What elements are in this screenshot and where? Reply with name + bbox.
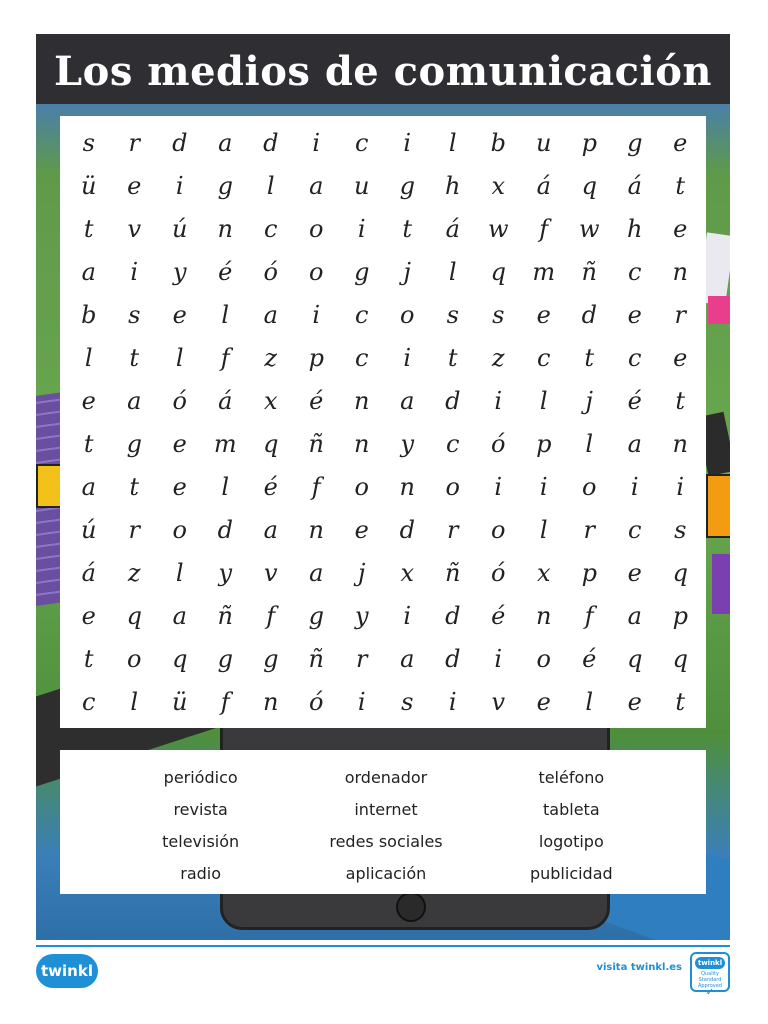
grid-letter[interactable]: v — [491, 688, 506, 716]
grid-letter[interactable]: y — [400, 430, 415, 458]
grid-letter[interactable]: d — [581, 301, 597, 329]
grid-letter[interactable]: d — [399, 516, 415, 544]
grid-letter[interactable]: d — [445, 645, 461, 673]
grid-letter[interactable]: m — [213, 430, 237, 458]
grid-letter[interactable]: n — [672, 258, 688, 286]
grid-letter[interactable]: o — [354, 473, 369, 501]
grid-letter[interactable]: j — [585, 387, 593, 415]
grid-letter[interactable]: p — [672, 602, 688, 630]
grid-letter[interactable]: ñ — [308, 430, 324, 458]
grid-letter[interactable]: q — [581, 172, 597, 200]
grid-letter[interactable]: i — [312, 301, 321, 329]
grid-letter[interactable]: q — [172, 645, 188, 673]
grid-letter[interactable]: c — [628, 516, 642, 544]
grid-letter[interactable]: s — [128, 301, 141, 329]
grid-letter[interactable]: t — [83, 430, 94, 458]
grid-letter[interactable]: ó — [263, 258, 278, 286]
grid-letter[interactable]: b — [81, 301, 97, 329]
grid-letter[interactable]: h — [627, 215, 643, 243]
grid-letter[interactable]: n — [217, 215, 233, 243]
grid-letter[interactable]: z — [127, 559, 141, 587]
grid-letter[interactable]: x — [400, 559, 415, 587]
grid-letter[interactable]: r — [128, 516, 140, 544]
grid-letter[interactable]: q — [263, 430, 279, 458]
grid-letter[interactable]: n — [263, 688, 279, 716]
grid-letter[interactable]: a — [627, 602, 642, 630]
grid-letter[interactable]: o — [536, 645, 551, 673]
grid-letter[interactable]: l — [221, 301, 230, 329]
grid-letter[interactable]: a — [400, 387, 415, 415]
grid-letter[interactable]: h — [445, 172, 461, 200]
grid-letter[interactable]: i — [494, 645, 503, 673]
grid-letter[interactable]: a — [263, 301, 278, 329]
grid-letter[interactable]: o — [127, 645, 142, 673]
grid-letter[interactable]: a — [172, 602, 187, 630]
grid-letter[interactable]: f — [539, 215, 549, 243]
word-list-item: tableta — [543, 800, 600, 819]
grid-letter[interactable]: t — [402, 215, 413, 243]
grid-letter[interactable]: z — [491, 344, 505, 372]
grid-letter[interactable]: l — [175, 344, 184, 372]
grid-letter[interactable]: d — [445, 387, 461, 415]
grid-letter[interactable]: q — [672, 645, 688, 673]
grid-letter[interactable]: x — [491, 172, 506, 200]
badge-title: twinkl — [695, 957, 725, 969]
grid-letter[interactable]: a — [81, 473, 96, 501]
word-list — [108, 762, 664, 890]
grid-letter[interactable]: q — [627, 645, 643, 673]
grid-letter[interactable]: y — [218, 559, 233, 587]
grid-letter[interactable]: l — [266, 172, 275, 200]
grid-letter[interactable]: á — [627, 172, 642, 200]
word-list-item: redes sociales — [329, 832, 443, 851]
grid-letter[interactable]: l — [448, 258, 457, 286]
grid-letter[interactable]: ú — [81, 516, 97, 544]
grid-letter[interactable]: u — [536, 129, 552, 157]
grid-letter[interactable]: ñ — [445, 559, 461, 587]
grid-letter[interactable]: e — [536, 301, 551, 329]
grid-letter[interactable]: r — [674, 301, 686, 329]
grid-letter[interactable]: d — [172, 129, 188, 157]
word-list-item: periódico — [163, 768, 238, 787]
grid-letter[interactable]: a — [627, 430, 642, 458]
grid-letter[interactable]: á — [81, 559, 96, 587]
grid-letter[interactable]: y — [172, 258, 187, 286]
grid-letter[interactable]: a — [127, 387, 142, 415]
grid-letter[interactable]: e — [536, 688, 551, 716]
grid-letter[interactable]: g — [263, 645, 279, 673]
grid-letter[interactable]: i — [130, 258, 139, 286]
grid-letter[interactable]: c — [264, 215, 278, 243]
grid-letter[interactable]: g — [354, 258, 370, 286]
grid-letter[interactable]: t — [675, 688, 686, 716]
grid-letter[interactable]: é — [218, 258, 233, 286]
grid-letter[interactable]: é — [309, 387, 324, 415]
grid-letter[interactable]: q — [490, 258, 506, 286]
grid-letter[interactable]: v — [127, 215, 142, 243]
grid-letter[interactable]: s — [674, 516, 687, 544]
grid-letter[interactable]: j — [358, 559, 366, 587]
grid-letter[interactable]: á — [218, 387, 233, 415]
twinkl-logo[interactable]: twinkl — [36, 954, 98, 988]
grid-letter[interactable]: w — [487, 215, 509, 243]
grid-letter[interactable]: i — [494, 387, 503, 415]
grid-letter[interactable]: c — [628, 258, 642, 286]
word-list-item: revista — [173, 800, 228, 819]
grid-letter[interactable]: l — [175, 559, 184, 587]
grid-letter[interactable]: p — [581, 559, 597, 587]
grid-letter[interactable]: g — [399, 172, 415, 200]
grid-letter[interactable]: c — [82, 688, 96, 716]
grid-letter[interactable]: t — [129, 473, 140, 501]
grid-letter[interactable]: f — [220, 688, 230, 716]
grid-letter[interactable]: e — [172, 430, 187, 458]
grid-letter[interactable]: c — [355, 344, 369, 372]
grid-letter[interactable]: i — [448, 688, 457, 716]
grid-letter[interactable]: c — [355, 129, 369, 157]
grid-letter[interactable]: c — [628, 344, 642, 372]
grid-letter[interactable]: l — [221, 473, 230, 501]
word-search-grid — [66, 122, 703, 724]
grid-letter[interactable]: x — [263, 387, 278, 415]
grid-letter[interactable]: a — [400, 645, 415, 673]
grid-letter[interactable]: ü — [81, 172, 97, 200]
quality-badge — [690, 952, 730, 998]
grid-letter[interactable]: w — [578, 215, 600, 243]
grid-letter[interactable]: b — [490, 129, 506, 157]
grid-letter[interactable]: ó — [491, 430, 506, 458]
tablet-home-button — [396, 892, 426, 922]
grid-letter[interactable]: f — [220, 344, 230, 372]
grid-letter[interactable]: o — [491, 516, 506, 544]
grid-letter[interactable]: a — [263, 516, 278, 544]
grid-letter[interactable]: u — [354, 172, 370, 200]
decorative-sign — [708, 296, 730, 324]
grid-letter[interactable]: l — [585, 688, 594, 716]
grid-letter[interactable]: g — [217, 172, 233, 200]
grid-letter[interactable]: i — [357, 688, 366, 716]
grid-letter[interactable]: d — [217, 516, 233, 544]
grid-letter[interactable]: l — [130, 688, 139, 716]
grid-letter[interactable]: i — [630, 473, 639, 501]
grid-letter[interactable]: á — [536, 172, 551, 200]
grid-letter[interactable]: e — [127, 172, 142, 200]
word-list-item: internet — [354, 800, 418, 819]
grid-letter[interactable]: n — [399, 473, 415, 501]
word-search-panel — [60, 116, 706, 728]
grid-letter[interactable]: f — [584, 602, 594, 630]
grid-letter[interactable]: n — [354, 430, 370, 458]
grid-letter[interactable]: t — [83, 645, 94, 673]
grid-letter[interactable]: y — [354, 602, 369, 630]
word-list-item: teléfono — [538, 768, 605, 787]
grid-letter[interactable]: e — [81, 387, 96, 415]
grid-letter[interactable]: p — [308, 344, 324, 372]
grid-letter[interactable]: o — [172, 516, 187, 544]
grid-letter[interactable]: r — [583, 516, 595, 544]
poster-background — [36, 34, 730, 940]
grid-letter[interactable]: n — [536, 602, 552, 630]
badge-subtitle: Quality Standard Approved — [698, 971, 722, 989]
grid-letter[interactable]: ú — [172, 215, 188, 243]
grid-letter[interactable]: i — [312, 129, 321, 157]
grid-letter[interactable]: ñ — [217, 602, 233, 630]
grid-letter[interactable]: é — [491, 602, 506, 630]
grid-letter[interactable]: g — [126, 430, 142, 458]
decorative-sign — [706, 474, 730, 538]
grid-letter[interactable]: i — [539, 473, 548, 501]
grid-letter[interactable]: i — [403, 602, 412, 630]
grid-letter[interactable]: r — [356, 645, 368, 673]
grid-letter[interactable]: l — [539, 516, 548, 544]
grid-letter[interactable]: a — [218, 129, 233, 157]
grid-letter[interactable]: é — [627, 387, 642, 415]
grid-letter[interactable]: p — [536, 430, 552, 458]
grid-letter[interactable]: e — [172, 301, 187, 329]
grid-letter[interactable]: r — [128, 129, 140, 157]
grid-letter[interactable]: t — [584, 344, 595, 372]
grid-letter[interactable]: r — [447, 516, 459, 544]
grid-letter[interactable]: d — [263, 129, 279, 157]
grid-letter[interactable]: j — [403, 258, 411, 286]
grid-letter[interactable]: n — [672, 430, 688, 458]
grid-letter[interactable]: t — [129, 344, 140, 372]
grid-letter[interactable]: g — [308, 602, 324, 630]
grid-letter[interactable]: o — [400, 301, 415, 329]
grid-letter[interactable]: a — [81, 258, 96, 286]
word-list-item: televisión — [162, 832, 240, 851]
grid-letter[interactable]: e — [81, 602, 96, 630]
grid-letter[interactable]: e — [673, 129, 688, 157]
word-list-item: ordenador — [344, 768, 428, 787]
grid-letter[interactable]: ó — [309, 688, 324, 716]
grid-letter[interactable]: i — [403, 344, 412, 372]
grid-letter[interactable]: ñ — [581, 258, 597, 286]
grid-letter[interactable]: i — [676, 473, 685, 501]
grid-letter[interactable]: g — [627, 129, 643, 157]
grid-letter[interactable]: t — [447, 344, 458, 372]
grid-letter[interactable]: e — [627, 559, 642, 587]
grid-letter[interactable]: q — [126, 602, 142, 630]
word-list-item: radio — [180, 864, 222, 883]
grid-letter[interactable]: i — [494, 473, 503, 501]
grid-letter[interactable]: l — [84, 344, 93, 372]
grid-letter[interactable]: é — [582, 645, 597, 673]
grid-letter[interactable]: l — [539, 387, 548, 415]
grid-letter[interactable]: á — [445, 215, 460, 243]
decorative-sign — [712, 554, 730, 614]
grid-letter[interactable]: c — [537, 344, 551, 372]
grid-letter[interactable]: g — [217, 645, 233, 673]
grid-letter[interactable]: o — [582, 473, 597, 501]
grid-letter[interactable]: v — [263, 559, 278, 587]
grid-letter[interactable]: s — [82, 129, 95, 157]
word-list-item: logotipo — [538, 832, 604, 851]
grid-letter[interactable]: e — [354, 516, 369, 544]
grid-letter[interactable]: t — [675, 172, 686, 200]
word-list-panel — [60, 750, 706, 894]
grid-letter[interactable]: m — [532, 258, 556, 286]
grid-letter[interactable]: o — [445, 473, 460, 501]
word-list-item: publicidad — [529, 864, 613, 883]
grid-letter[interactable]: ü — [172, 688, 188, 716]
grid-letter[interactable]: i — [403, 129, 412, 157]
grid-letter[interactable]: f — [266, 602, 276, 630]
visit-link[interactable]: visita twinkl.es — [596, 962, 682, 973]
grid-letter[interactable]: é — [263, 473, 278, 501]
grid-letter[interactable]: ñ — [308, 645, 324, 673]
page-title: Los medios de comunicación — [54, 48, 712, 95]
grid-letter[interactable]: i — [175, 172, 184, 200]
footer-divider — [36, 945, 730, 947]
grid-letter[interactable]: ó — [491, 559, 506, 587]
grid-letter[interactable]: e — [172, 473, 187, 501]
grid-letter[interactable]: i — [357, 215, 366, 243]
grid-letter[interactable]: e — [673, 344, 688, 372]
grid-letter[interactable]: s — [446, 301, 459, 329]
grid-letter[interactable]: a — [309, 559, 324, 587]
grid-letter[interactable]: p — [581, 129, 597, 157]
grid-letter[interactable]: n — [354, 387, 370, 415]
grid-letter[interactable]: z — [264, 344, 278, 372]
grid-letter[interactable]: a — [309, 172, 324, 200]
grid-letter[interactable]: s — [401, 688, 414, 716]
grid-letter[interactable]: t — [83, 215, 94, 243]
grid-letter[interactable]: x — [536, 559, 551, 587]
grid-letter[interactable]: e — [673, 215, 688, 243]
grid-letter[interactable]: f — [311, 473, 321, 501]
grid-letter[interactable]: ó — [172, 387, 187, 415]
grid-letter[interactable]: o — [309, 258, 324, 286]
grid-letter[interactable]: c — [355, 301, 369, 329]
grid-letter[interactable]: e — [627, 301, 642, 329]
grid-letter[interactable]: o — [309, 215, 324, 243]
grid-letter[interactable]: l — [448, 129, 457, 157]
grid-letter[interactable]: d — [445, 602, 461, 630]
grid-letter[interactable]: l — [585, 430, 594, 458]
grid-letter[interactable]: c — [446, 430, 460, 458]
grid-letter[interactable]: s — [492, 301, 505, 329]
grid-letter[interactable]: q — [672, 559, 688, 587]
word-list-item: aplicación — [345, 864, 427, 883]
grid-letter[interactable]: t — [675, 387, 686, 415]
grid-letter[interactable]: n — [308, 516, 324, 544]
check-icon: ✓ — [705, 987, 715, 998]
grid-letter[interactable]: e — [627, 688, 642, 716]
